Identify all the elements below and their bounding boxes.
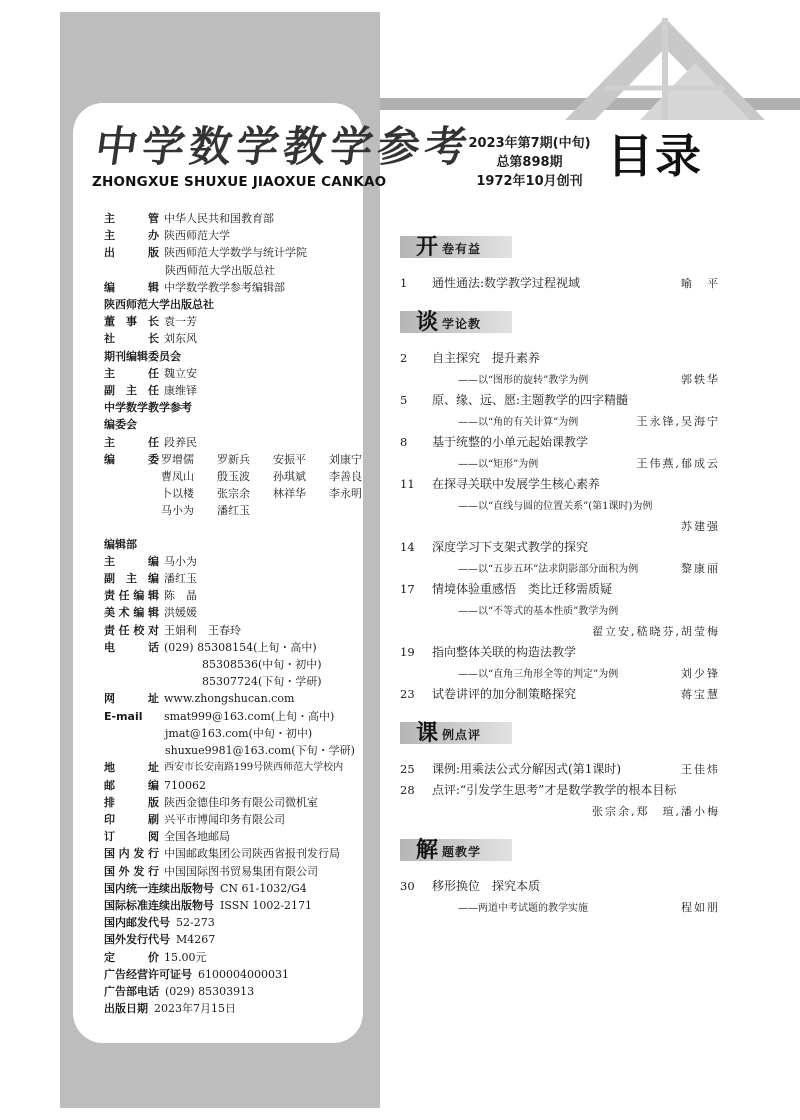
article-title: 深度学习下支架式教学的探究 bbox=[432, 540, 589, 554]
board-member: 潘红玉 bbox=[217, 504, 250, 518]
toc-entry[interactable] bbox=[400, 536, 720, 557]
article-author: 喻 平 bbox=[681, 276, 720, 290]
info-row bbox=[104, 794, 366, 811]
toc-author-line bbox=[400, 620, 720, 641]
info-value: 710062 bbox=[164, 778, 206, 792]
info-value: 全国各地邮局 bbox=[164, 830, 230, 844]
email-value: jmat@163.com(中旬・初中) bbox=[165, 726, 313, 740]
board-member: 殷玉波 bbox=[217, 470, 250, 484]
article-subtitle: ——以“五步五环”法求阴影部分面积为例 bbox=[458, 564, 639, 575]
info-value: 陈 晶 bbox=[164, 589, 197, 603]
info-row bbox=[104, 949, 366, 966]
info-value: 潘红玉 bbox=[164, 572, 197, 586]
info-row bbox=[104, 708, 366, 725]
board-member: 刘康宁 bbox=[329, 452, 362, 466]
article-subtitle: ——以“角的有关计算”为例 bbox=[458, 417, 579, 428]
info-value: 王娟利 王春玲 bbox=[164, 623, 241, 637]
price-value: 15.00元 bbox=[164, 950, 207, 964]
info-key: 邮 编 bbox=[104, 778, 159, 792]
publication-info bbox=[104, 210, 366, 1017]
board-member: 罗新兵 bbox=[217, 452, 250, 466]
article-subtitle: ——以“直线与圆的位置关系”(第1课时)为例 bbox=[458, 501, 653, 512]
info-row bbox=[104, 330, 366, 347]
article-author: 程如朋 bbox=[681, 900, 720, 914]
article-subtitle: ——以“直角三角形全等的判定”为例 bbox=[458, 669, 619, 680]
info-value: (029) 85303913 bbox=[165, 984, 255, 998]
info-key: 主 任 bbox=[104, 435, 159, 449]
info-heading: 陕西师范大学出版总社 bbox=[104, 298, 214, 312]
info-key: 国际标准连续出版物号 bbox=[104, 898, 214, 912]
info-value: 陕西师范大学 bbox=[164, 229, 230, 243]
logo-calligraphy: 中学数学教学参考 bbox=[92, 122, 476, 171]
toc-entry[interactable] bbox=[400, 683, 720, 704]
issue-line: 1972年10月创刊 bbox=[476, 174, 583, 189]
board-member: 林祥华 bbox=[273, 487, 306, 501]
page-number: 2 bbox=[400, 350, 408, 365]
board-member: 孙琪斌 bbox=[273, 470, 306, 484]
article-title: 课例:用乘法公式分解因式(第1课时) bbox=[432, 762, 622, 776]
info-key: 责任校对 bbox=[104, 623, 159, 637]
info-row bbox=[104, 1000, 366, 1017]
info-row bbox=[104, 777, 366, 794]
section-header: 开 卷有益 bbox=[400, 230, 720, 264]
info-row bbox=[104, 227, 366, 244]
info-value: (029) 85308154(上旬・高中) bbox=[164, 640, 317, 654]
article-author: 刘少锋 bbox=[681, 666, 720, 680]
info-value: 陕西师范大学出版总社 bbox=[165, 263, 275, 277]
info-value: 袁一芳 bbox=[164, 315, 197, 329]
table-of-contents bbox=[400, 230, 720, 917]
info-row bbox=[104, 673, 366, 690]
article-title: 移形换位 探究本质 bbox=[432, 879, 541, 893]
page-number: 14 bbox=[400, 539, 415, 554]
email-value: smat999@163.com(上旬・高中) bbox=[164, 709, 335, 723]
info-value: 2023年7月15日 bbox=[154, 1002, 236, 1016]
info-key: 主 任 bbox=[104, 366, 159, 380]
info-heading: 编委会 bbox=[104, 418, 137, 432]
info-key: 出 版 bbox=[104, 246, 159, 260]
info-key: 国外发行代号 bbox=[104, 933, 170, 947]
info-key: 国内统一连续出版物号 bbox=[104, 881, 214, 895]
article-subtitle: ——两道中考试题的教学实施 bbox=[458, 903, 588, 914]
toc-author-line bbox=[400, 800, 720, 821]
info-value: 段养民 bbox=[164, 435, 197, 449]
toc-subentry bbox=[400, 494, 720, 515]
page-number: 8 bbox=[400, 434, 408, 449]
info-row bbox=[104, 553, 366, 570]
article-author: 蒋宝慧 bbox=[681, 687, 720, 701]
info-row bbox=[104, 690, 366, 707]
article-subtitle: ——以“矩形”为例 bbox=[458, 459, 539, 470]
article-author: 郭轶华 bbox=[681, 372, 720, 386]
info-key: 副主编 bbox=[104, 572, 159, 586]
info-value: 中华人民共和国教育部 bbox=[164, 212, 274, 225]
article-author: 张宗余,郑 瑄,潘小梅 bbox=[592, 804, 720, 818]
info-key: 排 版 bbox=[104, 795, 159, 809]
article-subtitle: ——以“图形的旋转”教学为例 bbox=[458, 375, 589, 386]
info-row bbox=[104, 811, 366, 828]
info-key: 网 址 bbox=[104, 692, 159, 706]
article-author: 王永锋,吴海宁 bbox=[636, 414, 720, 428]
info-value: 兴平市博闻印务有限公司 bbox=[164, 812, 285, 826]
section-header: 谈 学论教 bbox=[400, 305, 720, 339]
info-row bbox=[104, 914, 366, 931]
info-key: 国内邮发代号 bbox=[104, 916, 170, 930]
board-member: 安振平 bbox=[273, 452, 306, 466]
toc-entry[interactable] bbox=[400, 641, 720, 662]
toc-subentry bbox=[400, 557, 720, 578]
info-key: 订 阅 bbox=[104, 830, 159, 844]
info-key: 地 址 bbox=[104, 761, 159, 775]
editorial-board-names bbox=[161, 451, 385, 520]
page-number: 19 bbox=[400, 644, 415, 659]
info-key: 广告部电话 bbox=[104, 984, 159, 998]
info-row bbox=[104, 622, 366, 639]
info-row bbox=[104, 365, 366, 382]
info-key: E-mail bbox=[104, 709, 143, 723]
article-author: 苏建强 bbox=[681, 519, 720, 533]
info-value: 中国邮政集团公司陕西省报刊发行局 bbox=[164, 847, 340, 861]
article-title: 自主探究 提升素养 bbox=[432, 351, 541, 365]
info-value: 陕西师范大学数学与统计学院 bbox=[164, 246, 307, 260]
article-title: 通性通法:数学教学过程视域 bbox=[432, 276, 581, 290]
info-value: 魏立安 bbox=[164, 366, 197, 380]
info-value: 85308536(中旬・初中) bbox=[202, 658, 322, 672]
info-value: 6100004000031 bbox=[198, 967, 289, 981]
info-row bbox=[104, 863, 366, 880]
article-title: 指向整体关联的构造法教学 bbox=[432, 645, 577, 659]
toc-entry[interactable] bbox=[400, 389, 720, 410]
info-row bbox=[104, 604, 366, 621]
page-number: 5 bbox=[400, 392, 408, 407]
info-key: 出版日期 bbox=[104, 1002, 148, 1016]
info-key: 国外发行 bbox=[104, 864, 159, 878]
page-number: 25 bbox=[400, 761, 415, 776]
info-value: 85307724(下旬・学研) bbox=[202, 675, 322, 689]
article-author: 王伟燕,郁成云 bbox=[636, 456, 720, 470]
info-value: 马小为 bbox=[164, 554, 197, 568]
article-title: 在探寻关联中发展学生核心素养 bbox=[432, 477, 601, 491]
article-subtitle: ——以“不等式的基本性质”教学为例 bbox=[458, 606, 619, 617]
article-title: 情境体验重感悟 类比迁移需质疑 bbox=[432, 582, 613, 596]
info-value: ISSN 1002-2171 bbox=[220, 898, 313, 912]
info-key: 主 编 bbox=[104, 554, 159, 568]
info-key: 广告经营许可证号 bbox=[104, 967, 192, 981]
info-value: CN 61-1032/G4 bbox=[220, 881, 307, 895]
info-key: 印 刷 bbox=[104, 812, 159, 826]
info-row bbox=[104, 897, 366, 914]
info-key: 主 管 bbox=[104, 212, 159, 225]
toc-entry[interactable] bbox=[400, 875, 720, 896]
info-row bbox=[104, 742, 366, 759]
info-key: 美术编辑 bbox=[104, 606, 159, 620]
toc-author-line bbox=[400, 515, 720, 536]
info-key: 责任编辑 bbox=[104, 589, 159, 603]
info-key: 董事长 bbox=[104, 315, 159, 329]
info-row bbox=[104, 262, 366, 279]
info-row bbox=[104, 656, 366, 673]
info-key: 编 委 bbox=[104, 452, 159, 466]
toc-subentry bbox=[400, 452, 720, 473]
info-heading: 编辑部 bbox=[104, 537, 137, 551]
article-title: 点评:“引发学生思考”才是数学教学的根本目标 bbox=[432, 783, 677, 797]
issue-line: 总第898期 bbox=[496, 155, 563, 170]
issue-info bbox=[462, 134, 597, 191]
info-key: 副主任 bbox=[104, 384, 159, 398]
toc-entry[interactable] bbox=[400, 473, 720, 494]
info-key: 主 办 bbox=[104, 229, 159, 243]
page-number: 1 bbox=[400, 275, 408, 290]
page-number: 28 bbox=[400, 782, 415, 797]
info-value: 洪媛媛 bbox=[164, 606, 197, 620]
page-number: 23 bbox=[400, 686, 415, 701]
info-value: 中国国际图书贸易集团有限公司 bbox=[164, 864, 318, 878]
board-member: 李善良 bbox=[329, 470, 362, 484]
page-number: 11 bbox=[400, 476, 415, 491]
info-row bbox=[104, 313, 366, 330]
info-value: 康维铎 bbox=[164, 384, 197, 398]
toc-entry[interactable] bbox=[400, 779, 720, 800]
board-member: 马小为 bbox=[161, 504, 194, 518]
info-key: 国内发行 bbox=[104, 847, 159, 861]
info-value: 刘东风 bbox=[164, 332, 197, 346]
toc-entry[interactable] bbox=[400, 347, 720, 368]
roof-truss-decoration bbox=[545, 8, 800, 120]
logo-pinyin: ZHONGXUE SHUXUE JIAOXUE CANKAO bbox=[92, 174, 387, 190]
info-key: 社 长 bbox=[104, 332, 159, 346]
article-author: 黎康丽 bbox=[681, 561, 720, 575]
info-row bbox=[104, 983, 366, 1000]
info-row bbox=[104, 244, 366, 261]
info-value: 52-273 bbox=[176, 916, 215, 930]
page-number: 17 bbox=[400, 581, 415, 596]
toc-subentry bbox=[400, 662, 720, 683]
info-value: 西安市长安南路199号陕西师范大学校内 bbox=[164, 762, 344, 774]
board-member: 曹凤山 bbox=[161, 470, 194, 484]
info-row bbox=[104, 880, 366, 897]
section-header: 课 例点评 bbox=[400, 716, 720, 750]
article-title: 试卷讲评的加分制策略探究 bbox=[432, 687, 577, 701]
article-title: 原、缘、远、愿:主题教学的四字精髓 bbox=[432, 393, 629, 407]
toc-subentry bbox=[400, 896, 720, 917]
article-title: 基于统整的小单元起始课教学 bbox=[432, 435, 589, 449]
info-key: 编 辑 bbox=[104, 280, 159, 294]
toc-subentry bbox=[400, 599, 720, 620]
info-row bbox=[104, 725, 366, 742]
info-row bbox=[104, 434, 366, 451]
info-value: 中学数学教学参考编辑部 bbox=[164, 280, 285, 294]
info-row bbox=[104, 279, 366, 296]
toc-subentry bbox=[400, 410, 720, 431]
info-key: 定 价 bbox=[104, 950, 159, 964]
info-heading: 期刊编辑委员会 bbox=[104, 349, 181, 363]
toc-entry[interactable] bbox=[400, 758, 720, 779]
board-member: 张宗余 bbox=[217, 487, 250, 501]
info-row bbox=[104, 639, 366, 656]
info-key: 电 话 bbox=[104, 640, 159, 654]
email-value: shuxue9981@163.com(下旬・学研) bbox=[165, 744, 355, 758]
info-row bbox=[104, 210, 366, 227]
info-row bbox=[104, 587, 366, 604]
info-row bbox=[104, 966, 366, 983]
toc-entry[interactable] bbox=[400, 431, 720, 452]
info-row bbox=[104, 931, 366, 948]
article-author: 翟立安,嵇晓芬,胡莹梅 bbox=[592, 624, 720, 638]
toc-title: 目录 bbox=[607, 129, 703, 183]
page-number: 30 bbox=[400, 878, 415, 893]
info-row bbox=[104, 451, 366, 520]
info-row bbox=[104, 382, 366, 399]
info-value: M4267 bbox=[176, 933, 216, 947]
board-member: 卜以楼 bbox=[161, 487, 194, 501]
info-row bbox=[104, 828, 366, 845]
info-row bbox=[104, 570, 366, 587]
board-member: 罗增儒 bbox=[161, 452, 194, 466]
toc-subentry bbox=[400, 368, 720, 389]
info-value: 陕西金德佳印务有限公司微机室 bbox=[164, 795, 318, 809]
board-member: 李永明 bbox=[329, 487, 362, 501]
toc-entry[interactable] bbox=[400, 578, 720, 599]
info-row bbox=[104, 759, 366, 776]
website-value: www.zhongshucan.com bbox=[164, 692, 295, 706]
issue-line: 2023年第7期(中旬) bbox=[468, 136, 591, 151]
article-author: 王佳炜 bbox=[681, 762, 720, 776]
info-row bbox=[104, 845, 366, 862]
toc-entry[interactable] bbox=[400, 272, 720, 293]
section-header: 解 题教学 bbox=[400, 833, 720, 867]
info-heading: 中学数学教学参考 bbox=[104, 401, 192, 415]
